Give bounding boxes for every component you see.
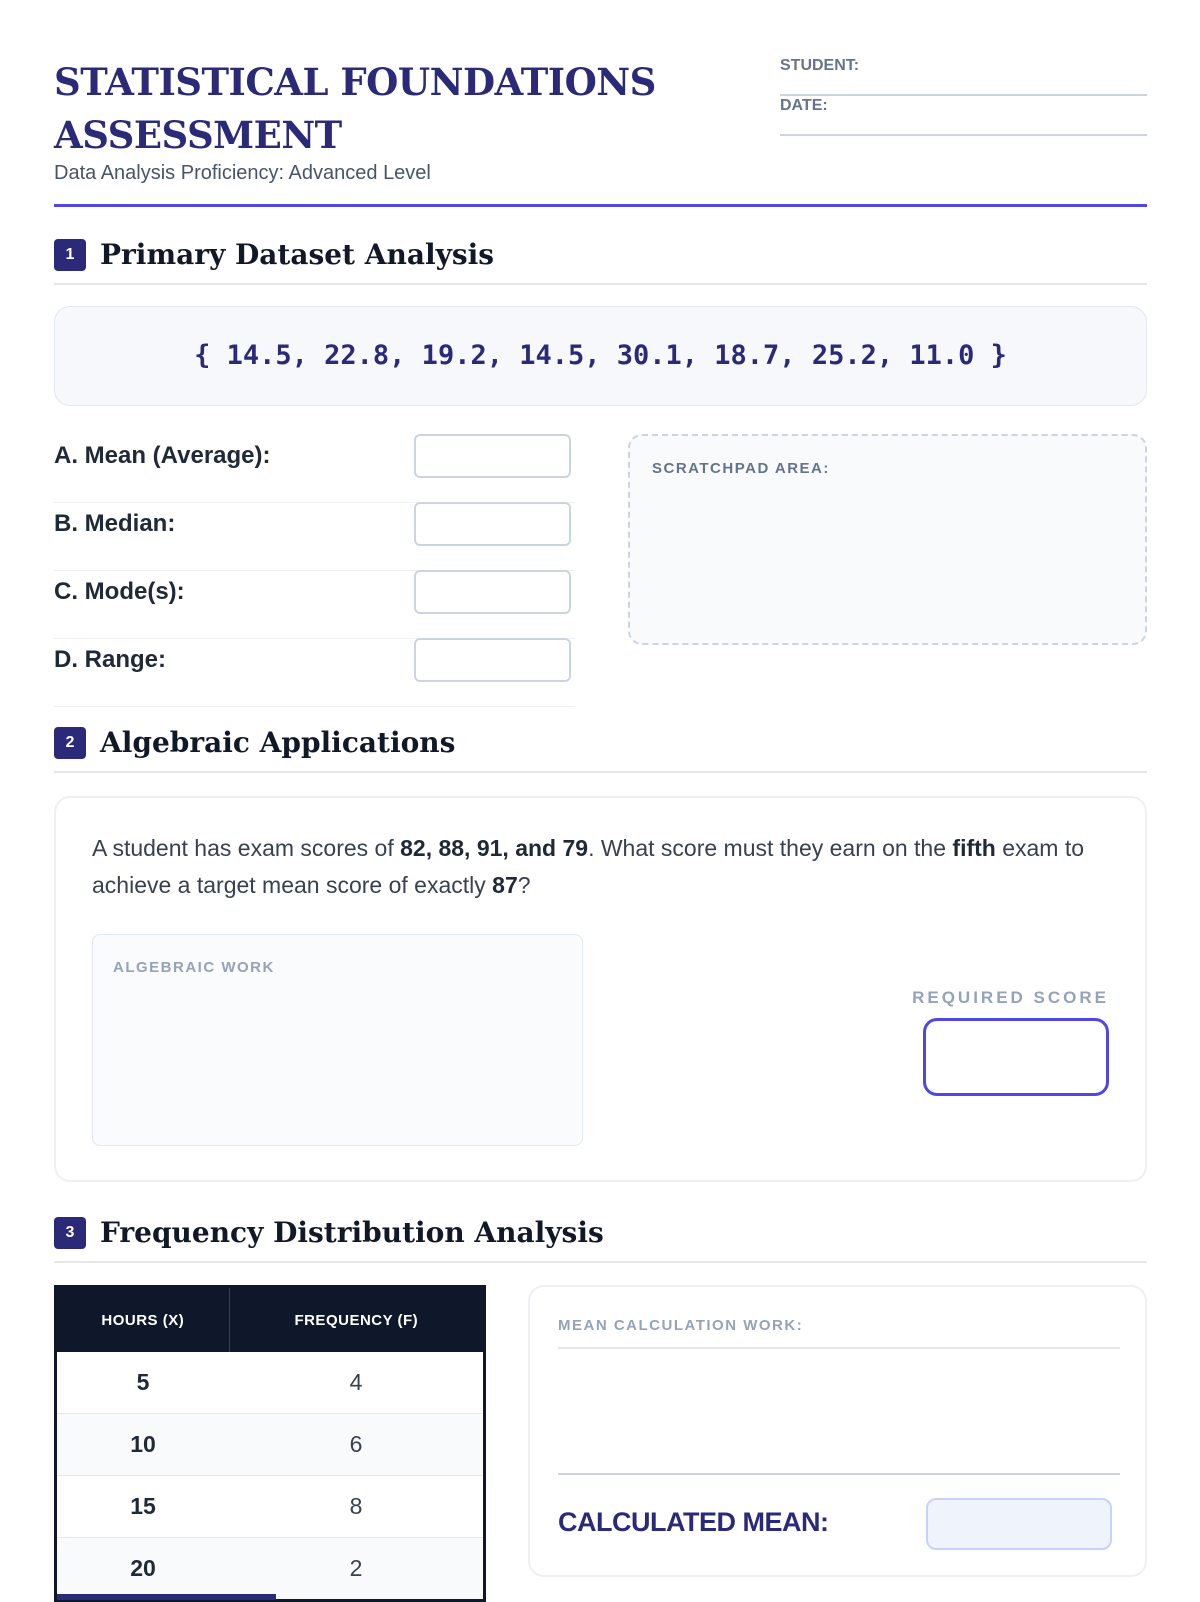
date-field[interactable] xyxy=(780,96,1147,136)
question-mean xyxy=(54,434,575,503)
column-header-hours: HOURS (X) xyxy=(56,1287,230,1353)
page-subtitle: Data Analysis Proficiency: Advanced Level xyxy=(54,162,431,184)
section-3-number: 3 xyxy=(54,1217,86,1249)
student-meta xyxy=(780,56,1147,136)
section-3-header xyxy=(54,1213,1147,1263)
section-1-header xyxy=(54,235,1147,285)
frequency-cell: 2 xyxy=(229,1538,484,1601)
section-2-title: Algebraic Applications xyxy=(100,726,456,759)
frequency-table xyxy=(54,1285,486,1602)
question-label: D. Range: xyxy=(54,646,167,673)
date-label: DATE: xyxy=(780,97,828,114)
scratchpad-area[interactable] xyxy=(628,434,1147,645)
table-footer-accent xyxy=(57,1594,276,1600)
required-score-box[interactable] xyxy=(923,1018,1109,1096)
calculated-mean-label: CALCULATED MEAN: xyxy=(558,1507,829,1537)
table-header-row xyxy=(56,1287,485,1353)
section-1-number: 1 xyxy=(54,239,86,271)
section-2-number: 2 xyxy=(54,727,86,759)
frequency-cell: 4 xyxy=(229,1352,484,1414)
required-score-label: REQUIRED SCORE xyxy=(912,988,1109,1007)
section-3-title: Frequency Distribution Analysis xyxy=(100,1216,604,1249)
problem-text-part: . What score must they earn on the xyxy=(588,835,953,861)
mean-work-label: MEAN CALCULATION WORK: xyxy=(558,1317,804,1334)
problem-text xyxy=(92,830,1102,904)
problem-target: 87 xyxy=(492,872,518,898)
column-header-frequency: FREQUENCY (F) xyxy=(229,1287,484,1353)
student-label: STUDENT: xyxy=(780,57,860,74)
calculated-mean-box[interactable] xyxy=(926,1498,1112,1550)
problem-text-part: exam to achieve a target mean score of exactly xyxy=(92,835,1085,898)
divider xyxy=(558,1473,1120,1475)
mean-answer-box[interactable] xyxy=(414,434,571,478)
hours-cell: 15 xyxy=(56,1476,230,1538)
table-row xyxy=(56,1414,485,1476)
hours-cell: 10 xyxy=(56,1414,230,1476)
question-mode xyxy=(54,570,575,639)
divider xyxy=(558,1347,1120,1349)
question-label: C. Mode(s): xyxy=(54,578,185,605)
table-row xyxy=(56,1538,485,1601)
frequency-cell: 6 xyxy=(229,1414,484,1476)
question-label: A. Mean (Average): xyxy=(54,442,271,469)
question-range xyxy=(54,638,575,707)
table-row xyxy=(56,1352,485,1414)
mode-answer-box[interactable] xyxy=(414,570,571,614)
hours-cell: 20 xyxy=(56,1538,230,1601)
algebraic-work-label: ALGEBRAIC WORK xyxy=(113,959,275,976)
page-title: STATISTICAL FOUNDATIONS ASSESSMENT xyxy=(54,60,656,157)
problem-fifth: fifth xyxy=(952,835,996,861)
scratchpad-label: SCRATCHPAD AREA: xyxy=(652,460,830,477)
question-median xyxy=(54,502,575,571)
page-header xyxy=(54,56,1147,207)
dataset-display: { 14.5, 22.8, 19.2, 14.5, 30.1, 18.7, 25.2, 11.0 } xyxy=(54,306,1147,406)
algebra-problem-card xyxy=(54,796,1147,1182)
section-1-title: Primary Dataset Analysis xyxy=(100,238,495,271)
problem-text-part: ? xyxy=(517,872,531,898)
problem-scores: 82, 88, 91, and 79 xyxy=(400,835,589,861)
frequency-cell: 8 xyxy=(229,1476,484,1538)
range-answer-box[interactable] xyxy=(414,638,571,682)
hours-cell: 5 xyxy=(56,1352,230,1414)
median-answer-box[interactable] xyxy=(414,502,571,546)
mean-calculation-card xyxy=(528,1285,1147,1577)
algebraic-work-area[interactable] xyxy=(92,934,583,1146)
section-2-header xyxy=(54,723,1147,773)
question-label: B. Median: xyxy=(54,510,176,537)
table-row xyxy=(56,1476,485,1538)
student-field[interactable] xyxy=(780,56,1147,96)
problem-text-part: A student has exam scores of xyxy=(92,835,401,861)
